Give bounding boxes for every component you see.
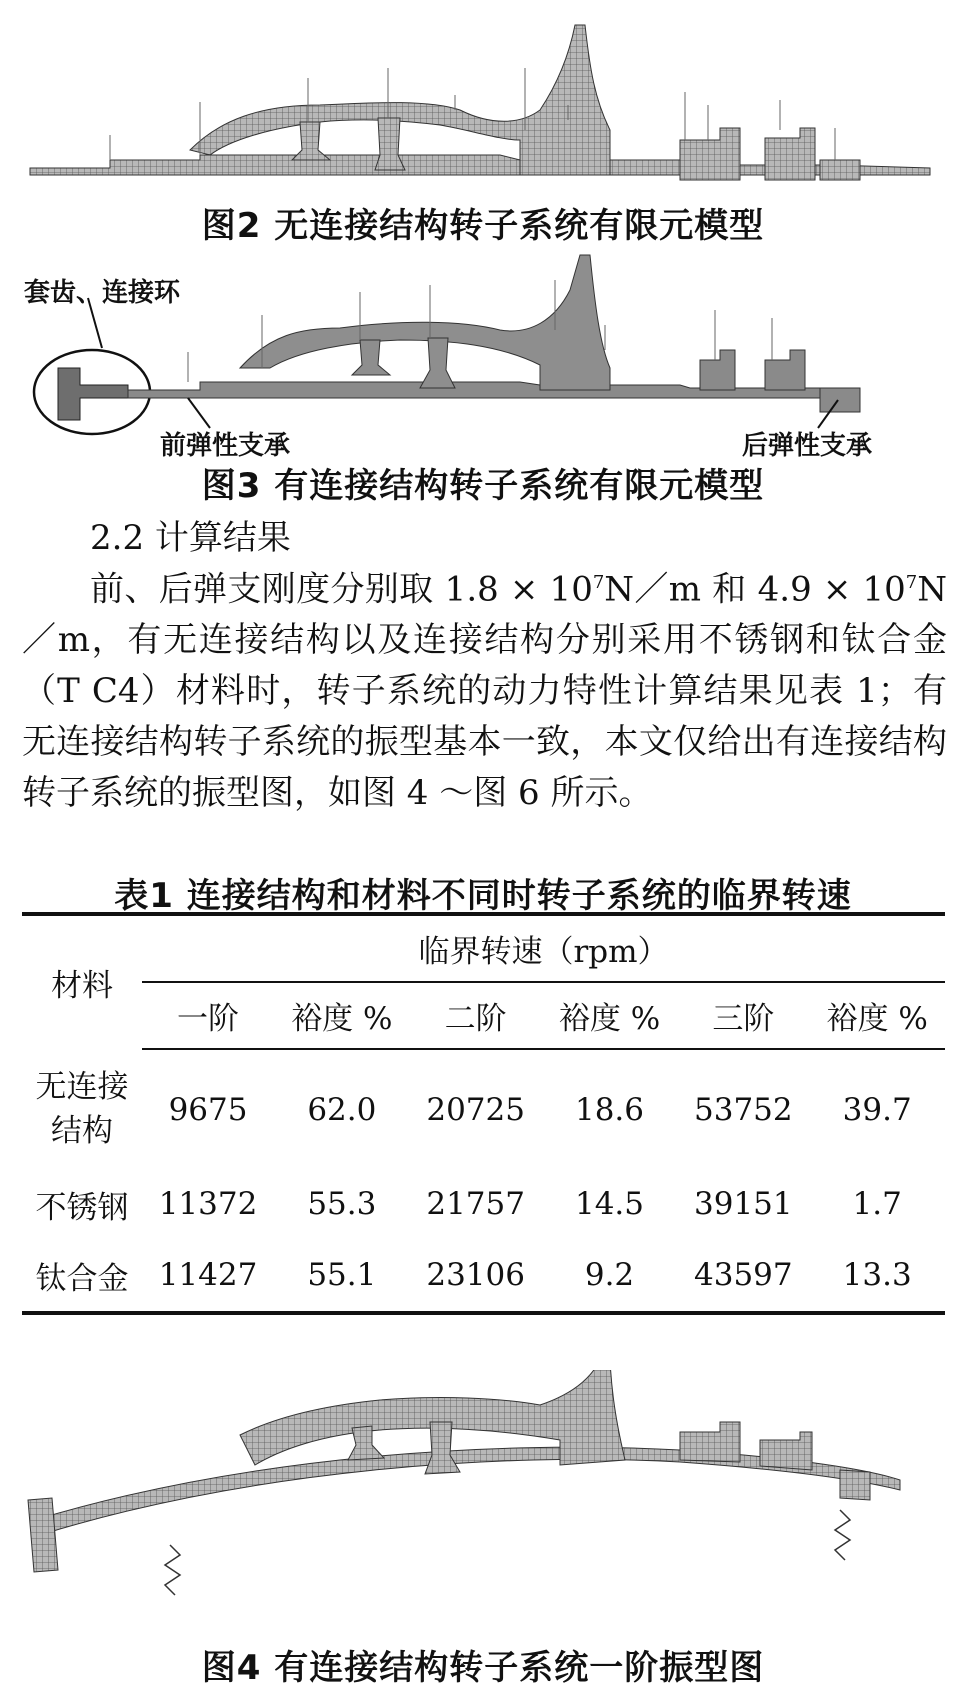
table-cell: 9.2 <box>584 1257 635 1293</box>
material-cell: 无连接 结构 <box>35 1069 129 1149</box>
section-paragraph <box>22 557 947 819</box>
table-cell: 11372 <box>158 1186 258 1222</box>
table-subheader-row <box>22 982 945 1049</box>
table-cell: 18.6 <box>574 1091 645 1128</box>
table-row <box>22 1169 945 1239</box>
subheader-2: 裕度 % <box>274 982 410 1049</box>
exponent-2: 7 <box>905 572 918 593</box>
coupling-label: 套齿、连接环 <box>24 278 181 308</box>
table-cell: 43597 <box>694 1257 793 1293</box>
exponent-1: 7 <box>592 572 605 593</box>
subheader-1: 一阶 <box>142 982 274 1049</box>
table-1-title: 表1 连接结构和材料不同时转子系统的临界转速 <box>114 876 852 916</box>
table-cell: 55.1 <box>307 1257 377 1293</box>
figure-3-caption: 图3 有连接结构转子系统有限元模型 <box>201 466 765 506</box>
figure-2 <box>0 10 966 190</box>
table-row <box>22 1049 945 1169</box>
material-cell: 不锈钢 <box>35 1189 129 1226</box>
figure-2-caption: 图2 无连接结构转子系统有限元模型 <box>201 206 765 246</box>
first-mode-shape-image <box>0 1370 966 1630</box>
table-cell: 9675 <box>168 1091 248 1128</box>
table-cell: 21757 <box>426 1186 525 1222</box>
paragraph-text-1: 前、后弹支刚度分别取 1.8 × 10 <box>90 569 593 610</box>
paragraph-text-2: N／m 和 4.9 × 10 <box>604 569 906 610</box>
table-cell: 39151 <box>694 1186 793 1222</box>
table-cell: 1.7 <box>852 1186 902 1222</box>
critical-speed-header: 临界转速（rpm） <box>142 914 945 982</box>
fe-model-no-coupling-image <box>0 10 966 190</box>
table-cell: 39.7 <box>842 1091 912 1128</box>
front-support-label: 前弹性支承 <box>160 431 291 461</box>
table-cell: 20725 <box>426 1091 525 1128</box>
material-header: 材料 <box>51 968 113 1004</box>
table-1 <box>22 912 945 1315</box>
subheader-5: 三阶 <box>677 982 809 1049</box>
subheader-6: 裕度 % <box>809 982 945 1049</box>
rear-support-label: 后弹性支承 <box>742 431 873 461</box>
subheader-4: 裕度 % <box>542 982 678 1049</box>
table-cell: 23106 <box>426 1257 525 1293</box>
table-row <box>22 1239 945 1313</box>
paragraph-text-3: N／m，有无连接结构以及连接结构分别采用不锈钢和钛合金（T C4）材料时，转子系统的动力特性计算结果见表 1；有无连接结构转子系统的振型基本一致，本文仅给出有连接结构转子系统的振型图，如图 4 ～图 6 所示。 <box>22 569 947 814</box>
table-cell: 55.3 <box>307 1186 377 1222</box>
table-cell: 62.0 <box>307 1091 377 1128</box>
section-title: 2.2 计算结果 <box>90 518 291 558</box>
table-cell: 11427 <box>158 1257 258 1293</box>
material-cell: 钛合金 <box>35 1260 129 1297</box>
figure-4 <box>0 1370 966 1630</box>
table-cell: 14.5 <box>574 1186 645 1222</box>
figure-3 <box>0 250 966 461</box>
figure-4-caption: 图4 有连接结构转子系统一阶振型图 <box>201 1648 765 1688</box>
table-cell: 53752 <box>694 1091 793 1128</box>
subheader-3: 二阶 <box>410 982 542 1049</box>
table-header-row <box>22 914 945 982</box>
table-cell: 13.3 <box>842 1257 912 1293</box>
